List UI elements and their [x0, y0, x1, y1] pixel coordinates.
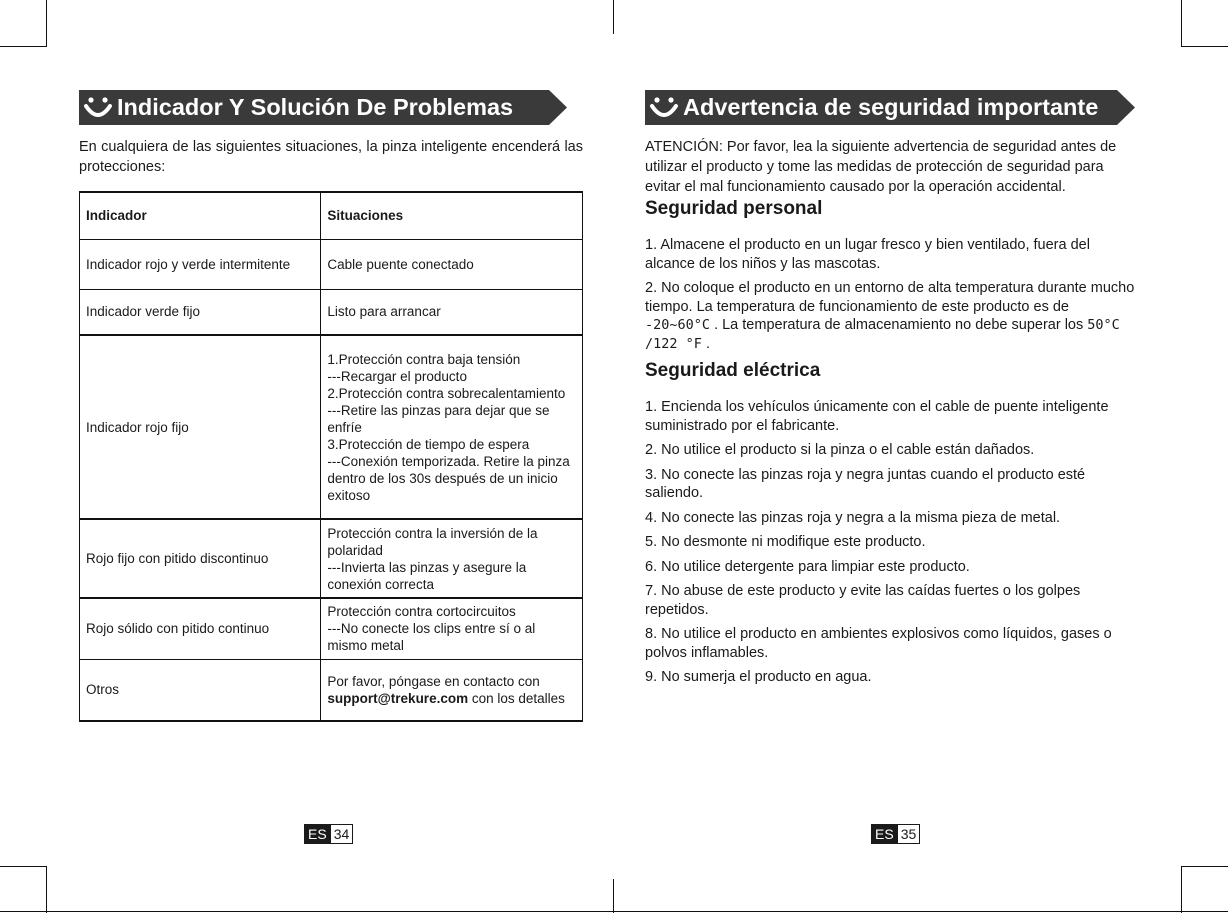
section-title-personal-safety: Seguridad personal	[645, 198, 823, 219]
crop-mark	[46, 0, 47, 46]
situation-line: Protección contra cortocircuitos	[327, 604, 516, 620]
crop-mark	[0, 911, 1228, 912]
storage-temperature: 50°C /122 °F	[645, 317, 1120, 352]
situation-line: ---No conecte los clips entre sí o al mismo metal	[327, 621, 536, 654]
electrical-safety-list	[645, 398, 1135, 687]
table-row	[80, 289, 583, 335]
list-item: 1. Almacene el producto en un lugar fresco y bien ventilado, fuera del alcance de los niños y las mascotas.	[645, 237, 1090, 272]
banner-title: Indicador Y Solución De Problemas	[117, 94, 514, 120]
situation-line: ---Conexión temporizada. Retire la pinza dentro de los 30s después de un inicio exitoso	[327, 453, 570, 503]
crop-mark	[1181, 866, 1182, 913]
list-item: 9. No sumerja el producto en agua.	[645, 669, 872, 685]
page-lang-badge: ES	[871, 824, 898, 844]
situation-line: Protección contra la inversión de la polaridad	[327, 525, 538, 558]
table-cell-indicator: Indicador rojo fijo	[80, 335, 321, 519]
list-item: 1. Encienda los vehículos únicamente con el cable de puente inteligente suministrado por el fabricante.	[645, 399, 1109, 434]
table-cell-situation	[321, 659, 583, 721]
table-cell-indicator: Indicador rojo y verde intermitente	[80, 239, 321, 289]
crop-mark	[1181, 46, 1228, 47]
page-number-left	[304, 824, 353, 844]
crop-mark	[46, 866, 47, 913]
table-cell-situation	[321, 519, 583, 598]
indicator-table	[79, 191, 583, 722]
situation-line: ---Invierta las pinzas y asegure la conexión correcta	[327, 559, 527, 592]
table-cell-indicator: Rojo sólido con pitido continuo	[80, 598, 321, 659]
situation-line: ---Retire las pinzas para dejar que se enfríe	[327, 402, 550, 435]
situation-line: 1.Protección contra baja tensión	[327, 351, 521, 367]
table-row	[80, 239, 583, 289]
attention-paragraph: ATENCIÓN: Por favor, lea la siguiente advertencia de seguridad antes de utilizar el producto y tome las medidas de protección de seguridad para evitar el mal funcionamiento causado por la operación accidental.	[645, 139, 1117, 195]
crop-mark	[1181, 866, 1228, 867]
list-item: 4. No conecte las pinzas roja y negra a la misma pieza de metal.	[645, 509, 1061, 526]
table-cell-indicator: Indicador verde fijo	[80, 289, 321, 335]
section-banner-safety	[645, 90, 1135, 125]
intro-paragraph: En cualquiera de las siguientes situaciones, la pinza inteligente encenderá las protecciones:	[79, 139, 583, 175]
section-banner-troubleshooting	[79, 90, 567, 125]
crop-mark	[613, 0, 614, 34]
table-row	[80, 659, 583, 721]
table-row	[80, 598, 583, 659]
list-item: 8. No utilice el producto en ambientes explosivos como líquidos, gases o polvos inflamables.	[645, 626, 1112, 661]
page-number: 34	[331, 824, 354, 844]
personal-safety-list	[645, 236, 1135, 353]
table-cell-situation: Listo para arrancar	[321, 289, 583, 335]
table-row	[80, 335, 583, 519]
list-item: 7. No abuse de este producto y evite las caídas fuertes o los golpes repetidos.	[645, 583, 1081, 618]
table-cell-situation	[321, 335, 583, 519]
situation-line: 3.Protección de tiempo de espera	[327, 436, 530, 452]
smile-icon	[649, 93, 679, 123]
situation-line: 2.Protección contra sobrecalentamiento	[327, 385, 566, 401]
crop-mark	[0, 866, 47, 867]
list-item: 6. No utilice detergente para limpiar este producto.	[645, 558, 970, 575]
list-item: 2. No utilice el producto si la pinza o el cable están dañados.	[645, 442, 1035, 458]
table-cell-indicator: Rojo fijo con pitido discontinuo	[80, 519, 321, 598]
left-page	[79, 90, 583, 722]
list-item-text: .	[705, 335, 710, 352]
table-cell-situation	[321, 598, 583, 659]
crop-mark	[1181, 0, 1182, 46]
list-item: 3. No conecte las pinzas roja y negra juntas cuando el producto esté saliendo.	[645, 466, 1086, 501]
smile-icon	[83, 93, 113, 123]
page-number-right	[871, 824, 920, 844]
situation-line: ---Recargar el producto	[327, 368, 467, 384]
page-number: 35	[898, 824, 921, 844]
table-cell-situation: Cable puente conectado	[321, 239, 583, 289]
right-page	[645, 90, 1135, 693]
table-header-indicator: Indicador	[80, 192, 321, 239]
operating-temperature: -20~60°C	[645, 317, 711, 333]
table-header-row	[80, 192, 583, 239]
crop-mark	[613, 879, 614, 913]
list-item-text: 2. No coloque el producto en un entorno de alta temperatura durante mucho tiempo. La temperatura de funcionamiento de este producto es de	[645, 280, 1135, 315]
list-item	[645, 279, 1135, 353]
page-lang-badge: ES	[304, 824, 331, 844]
support-email-link[interactable]: support@trekure.com	[327, 690, 469, 706]
table-cell-indicator: Otros	[80, 659, 321, 721]
situation-text: Por favor, póngase en contacto con	[327, 673, 540, 689]
banner-title: Advertencia de seguridad importante	[683, 94, 1099, 120]
table-row	[80, 519, 583, 598]
list-item-text: . La temperatura de almacenamiento no debe superar los	[714, 317, 1084, 333]
table-header-situations: Situaciones	[321, 192, 583, 239]
list-item: 5. No desmonte ni modifique este producto.	[645, 534, 926, 550]
crop-mark	[0, 46, 47, 47]
section-title-electrical-safety: Seguridad eléctrica	[645, 360, 821, 381]
situation-text: con los detalles	[471, 690, 565, 706]
